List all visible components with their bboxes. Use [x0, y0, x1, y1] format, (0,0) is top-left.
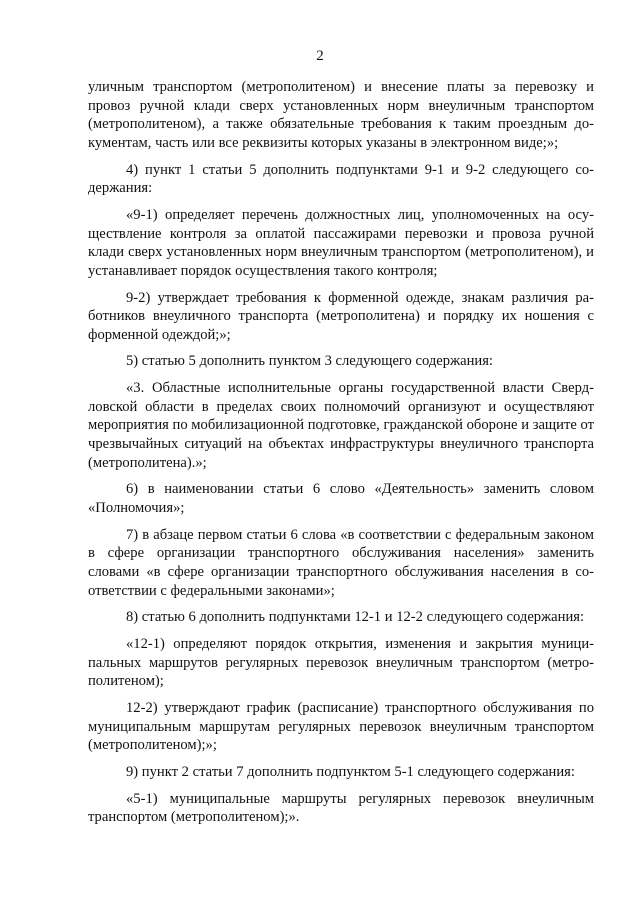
paragraph-subitem-12-2: 12-2) утверждают график (расписание) транспортного обслуживания по муниципальным маршрутам регулярных перевозок внеуличным транспортом (метрополитеном);»; [88, 700, 594, 754]
paragraph-item-4: 4) пункт 1 статьи 5 дополнить подпунктами 9-1 и 9-2 следующего содержания: [88, 161, 594, 197]
paragraph-subitem-9-2: 9-2) утверждает требования к форменной одежде, знакам различия работников внеуличного транспорта (метрополитена) и порядку их ношения с форменной одеждой;»; [88, 289, 594, 343]
paragraph-item-5: 5) статью 5 дополнить пунктом 3 следующего содержания: [126, 353, 493, 370]
paragraph-subitem-12-1: «12-1) определяют порядок открытия, изменения и закрытия муниципальных маршрутов регулярных перевозок внеуличным транспортом (метрополитеном); [88, 636, 594, 690]
paragraph-clause-3: «3. Областные исполнительные органы государственной власти Свердловской области в пределах своих полномочий организуют и осуществляют мероприятия по мобилизационной подготовке, гражданской обороне и защите от чрезвычайных ситуаций на объектах инфраструктуры внеуличного транспорта (метрополитена).»; [88, 380, 594, 471]
page-number: 2 [316, 48, 324, 64]
paragraph-item-8: 8) статью 6 дополнить подпунктами 12-1 и 12-2 следующего содержания: [126, 609, 585, 626]
paragraph-continuation: уличным транспортом (метрополитеном) и внесение платы за перевозку и провоз ручной клади сверх установленных норм внеуличным транспортом (метрополитеном), а также обязательные требования к таким проездным документам, часть или все реквизиты которых указаны в электронном виде;»; [88, 79, 594, 151]
paragraph-item-6: 6) в наименовании статьи 6 слово «Деятельность» заменить словом «Полномочия»; [88, 481, 594, 516]
paragraph-item-7: 7) в абзаце первом статьи 6 слова «в соответствии с федеральным законом в сфере организации транспортного обслуживания населения» заменить словами «в сфере организации транспортного обслуживания населения в соответствии с федеральными законами»; [88, 526, 594, 599]
paragraph-item-9: 9) пункт 2 статьи 7 дополнить подпунктом 5-1 следующего содержания: [126, 764, 575, 781]
paragraph-subitem-9-1: «9-1) определяет перечень должностных лиц, уполномоченных на осуществление контроля за оплатой пассажирами перевозки и провоза ручной клади сверх установленных норм внеуличным транспортом (метрополитеном), и устанавливает порядок осуществления такого контроля; [88, 206, 594, 279]
document-body [88, 78, 594, 835]
paragraph-subitem-5-1: «5-1) муниципальные маршруты регулярных перевозок внеуличным транспортом (метрополитеном);». [88, 790, 594, 826]
